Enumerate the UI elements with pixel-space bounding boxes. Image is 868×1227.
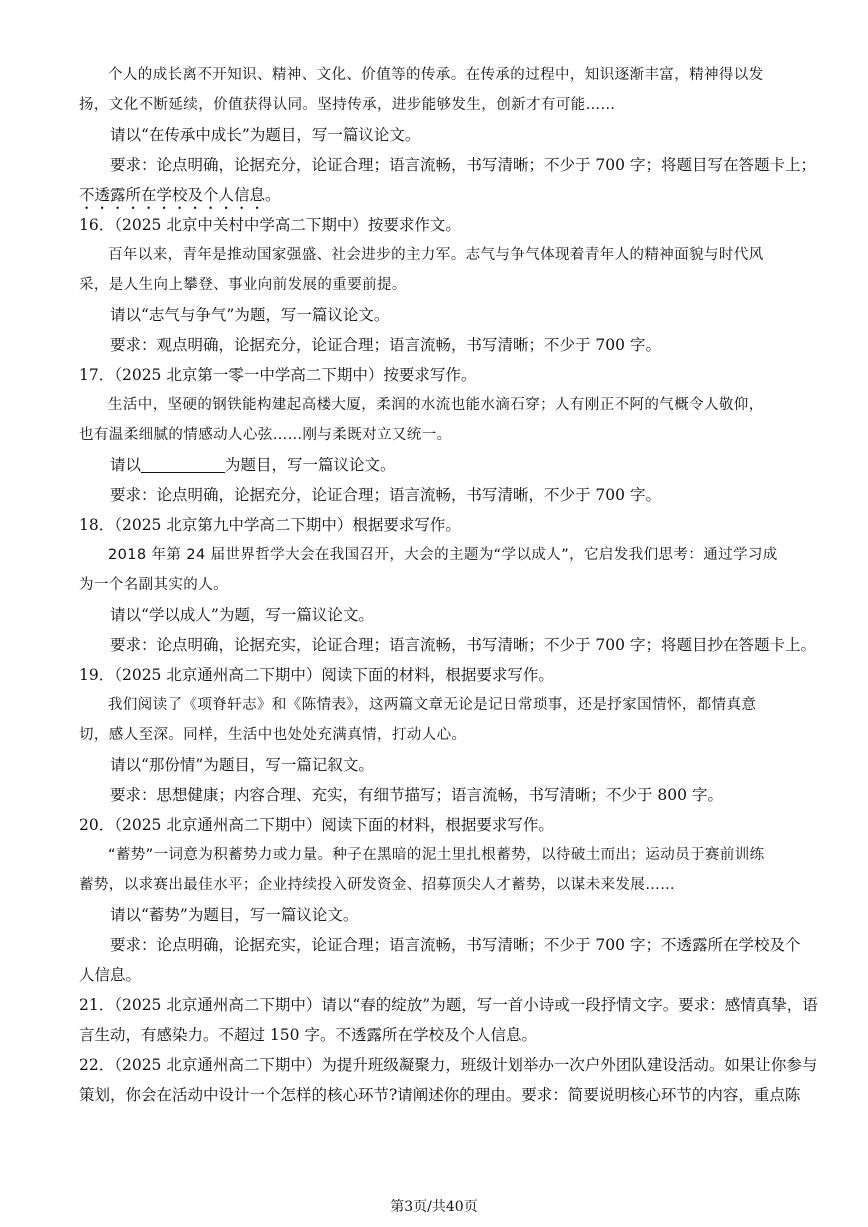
- material-text: 生活中，坚硬的钢铁能构建起高楼大厦，柔润的水流也能水滴石穿；人有刚正不阿的气概令人敬仰，: [108, 397, 764, 413]
- question-21-heading: 21．（2025 北京通州高二下期中）请以“春的绽放”为题，写一首小诗或一段抒情文字。要求：感情真挚，语: [79, 996, 818, 1014]
- question-16-heading: 16．（2025 北京中关村中学高二下期中）按要求作文。: [79, 216, 461, 234]
- prompt-text: 请以“那份情”为题目，写一篇记叙文。: [110, 756, 374, 774]
- requirements-text: 要求：论点明确，论据充分，论证合理；语言流畅，书写清晰，不少于 700 字。: [110, 486, 661, 504]
- prompt-text: [79, 450, 795, 480]
- question-18-heading: 18．（2025 北京第九中学高二下期中）根据要求写作。: [79, 516, 461, 534]
- requirements-text: 人信息。: [79, 966, 142, 984]
- material-text: 为一个名副其实的人。: [79, 577, 228, 593]
- question-22-text: 策划，你会在活动中设计一个怎样的核心环节?请阐述你的理由。要求：简要说明核心环节的内容，重点陈: [79, 1086, 801, 1104]
- material-text: 切，感人至深。同样，生活中也处处充满真情，打动人心。: [79, 727, 467, 743]
- emphasis-text: 不透露所在学校及个人信息: [79, 186, 266, 204]
- question-20-heading: 20．（2025 北京通州高二下期中）阅读下面的材料，根据要求写作。: [79, 816, 554, 834]
- title-blank: [141, 454, 225, 473]
- material-text: 个人的成长离不开知识、精神、文化、价值等的传承。在传承的过程中，知识逐渐丰富，精神得以发: [108, 67, 764, 83]
- punctuation: 。: [265, 186, 281, 204]
- prompt-suffix: 为题目，写一篇议论文。: [225, 456, 396, 474]
- requirements-text: 要求：论点明确，论据充分，论证合理；语言流畅，书写清晰；不少于 700 字；将题目写在答题卡上；: [110, 156, 816, 174]
- material-text: 我们阅读了《项脊轩志》和《陈情表》，这两篇文章无论是记日常琐事，还是抒家国情怀，都情真意: [108, 697, 757, 713]
- material-text: “蓄势”一词意为积蓄势力或力量。种子在黑暗的泥土里扎根蓄势，以待破土而出；运动员于赛前训练: [108, 847, 765, 863]
- document-body: [79, 60, 818, 1110]
- material-text: 也有温柔细腻的情感动人心弦……刚与柔既对立又统一。: [79, 427, 452, 443]
- page-number: 第3页/共40页: [390, 1199, 478, 1215]
- material-text: 采，是人生向上攀登、事业向前发展的重要前提。: [79, 277, 407, 293]
- question-22-heading: 22．（2025 北京通州高二下期中）为提升班级凝聚力，班级计划举办一次户外团队建设活动。如果让你参与: [79, 1056, 818, 1074]
- material-text: 扬，文化不断延续，价值获得认同。坚持传承，进步能够发生，创新才有可能……: [79, 97, 616, 113]
- requirements-text: 要求：论点明确，论据充实，论证合理；语言流畅，书写清晰；不少于 700 字；不透露所在学校及个: [110, 936, 801, 954]
- material-text: 蓄势，以求赛出最佳水平；企业持续投入研发资金、招募顶尖人才蓄势，以谋未来发展……: [79, 877, 675, 893]
- prompt-text: 请以“在传承中成长”为题目，写一篇议论文。: [110, 126, 421, 144]
- requirements-text: 要求：观点明确，论据充分，论证合理；语言流畅，书写清晰；不少于 700 字。: [110, 336, 661, 354]
- requirements-text: 要求：思想健康；内容合理、充实，有细节描写；语言流畅，书写清晰；不少于 800 字。: [110, 786, 723, 804]
- material-text: 百年以来，青年是推动国家强盛、社会进步的主力军。志气与争气体现着青年人的精神面貌与时代风: [108, 247, 764, 263]
- prompt-text: 请以“学以成人”为题，写一篇议论文。: [110, 606, 374, 624]
- question-21-text: 言生动，有感染力。不超过 150 字。不透露所在学校及个人信息。: [79, 1026, 537, 1044]
- material-text: 2018 年第 24 届世界哲学大会在我国召开，大会的主题为“学以成人”，它启发我们思考：通过学习成: [108, 547, 778, 563]
- requirements-text: [79, 180, 795, 210]
- requirements-text: 要求：论点明确，论据充实，论证合理；语言流畅，书写清晰；不少于 700 字；将题目抄在答题卡上。: [110, 636, 816, 654]
- prompt-text: 请以“蓄势”为题目，写一篇议论文。: [110, 906, 359, 924]
- prompt-prefix: 请以: [110, 456, 142, 474]
- question-19-heading: 19．（2025 北京通州高二下期中）阅读下面的材料，根据要求写作。: [79, 666, 554, 684]
- prompt-text: 请以“志气与争气”为题，写一篇议论文。: [110, 306, 390, 324]
- question-17-heading: 17．（2025 北京第一零一中学高二下期中）按要求写作。: [79, 366, 477, 384]
